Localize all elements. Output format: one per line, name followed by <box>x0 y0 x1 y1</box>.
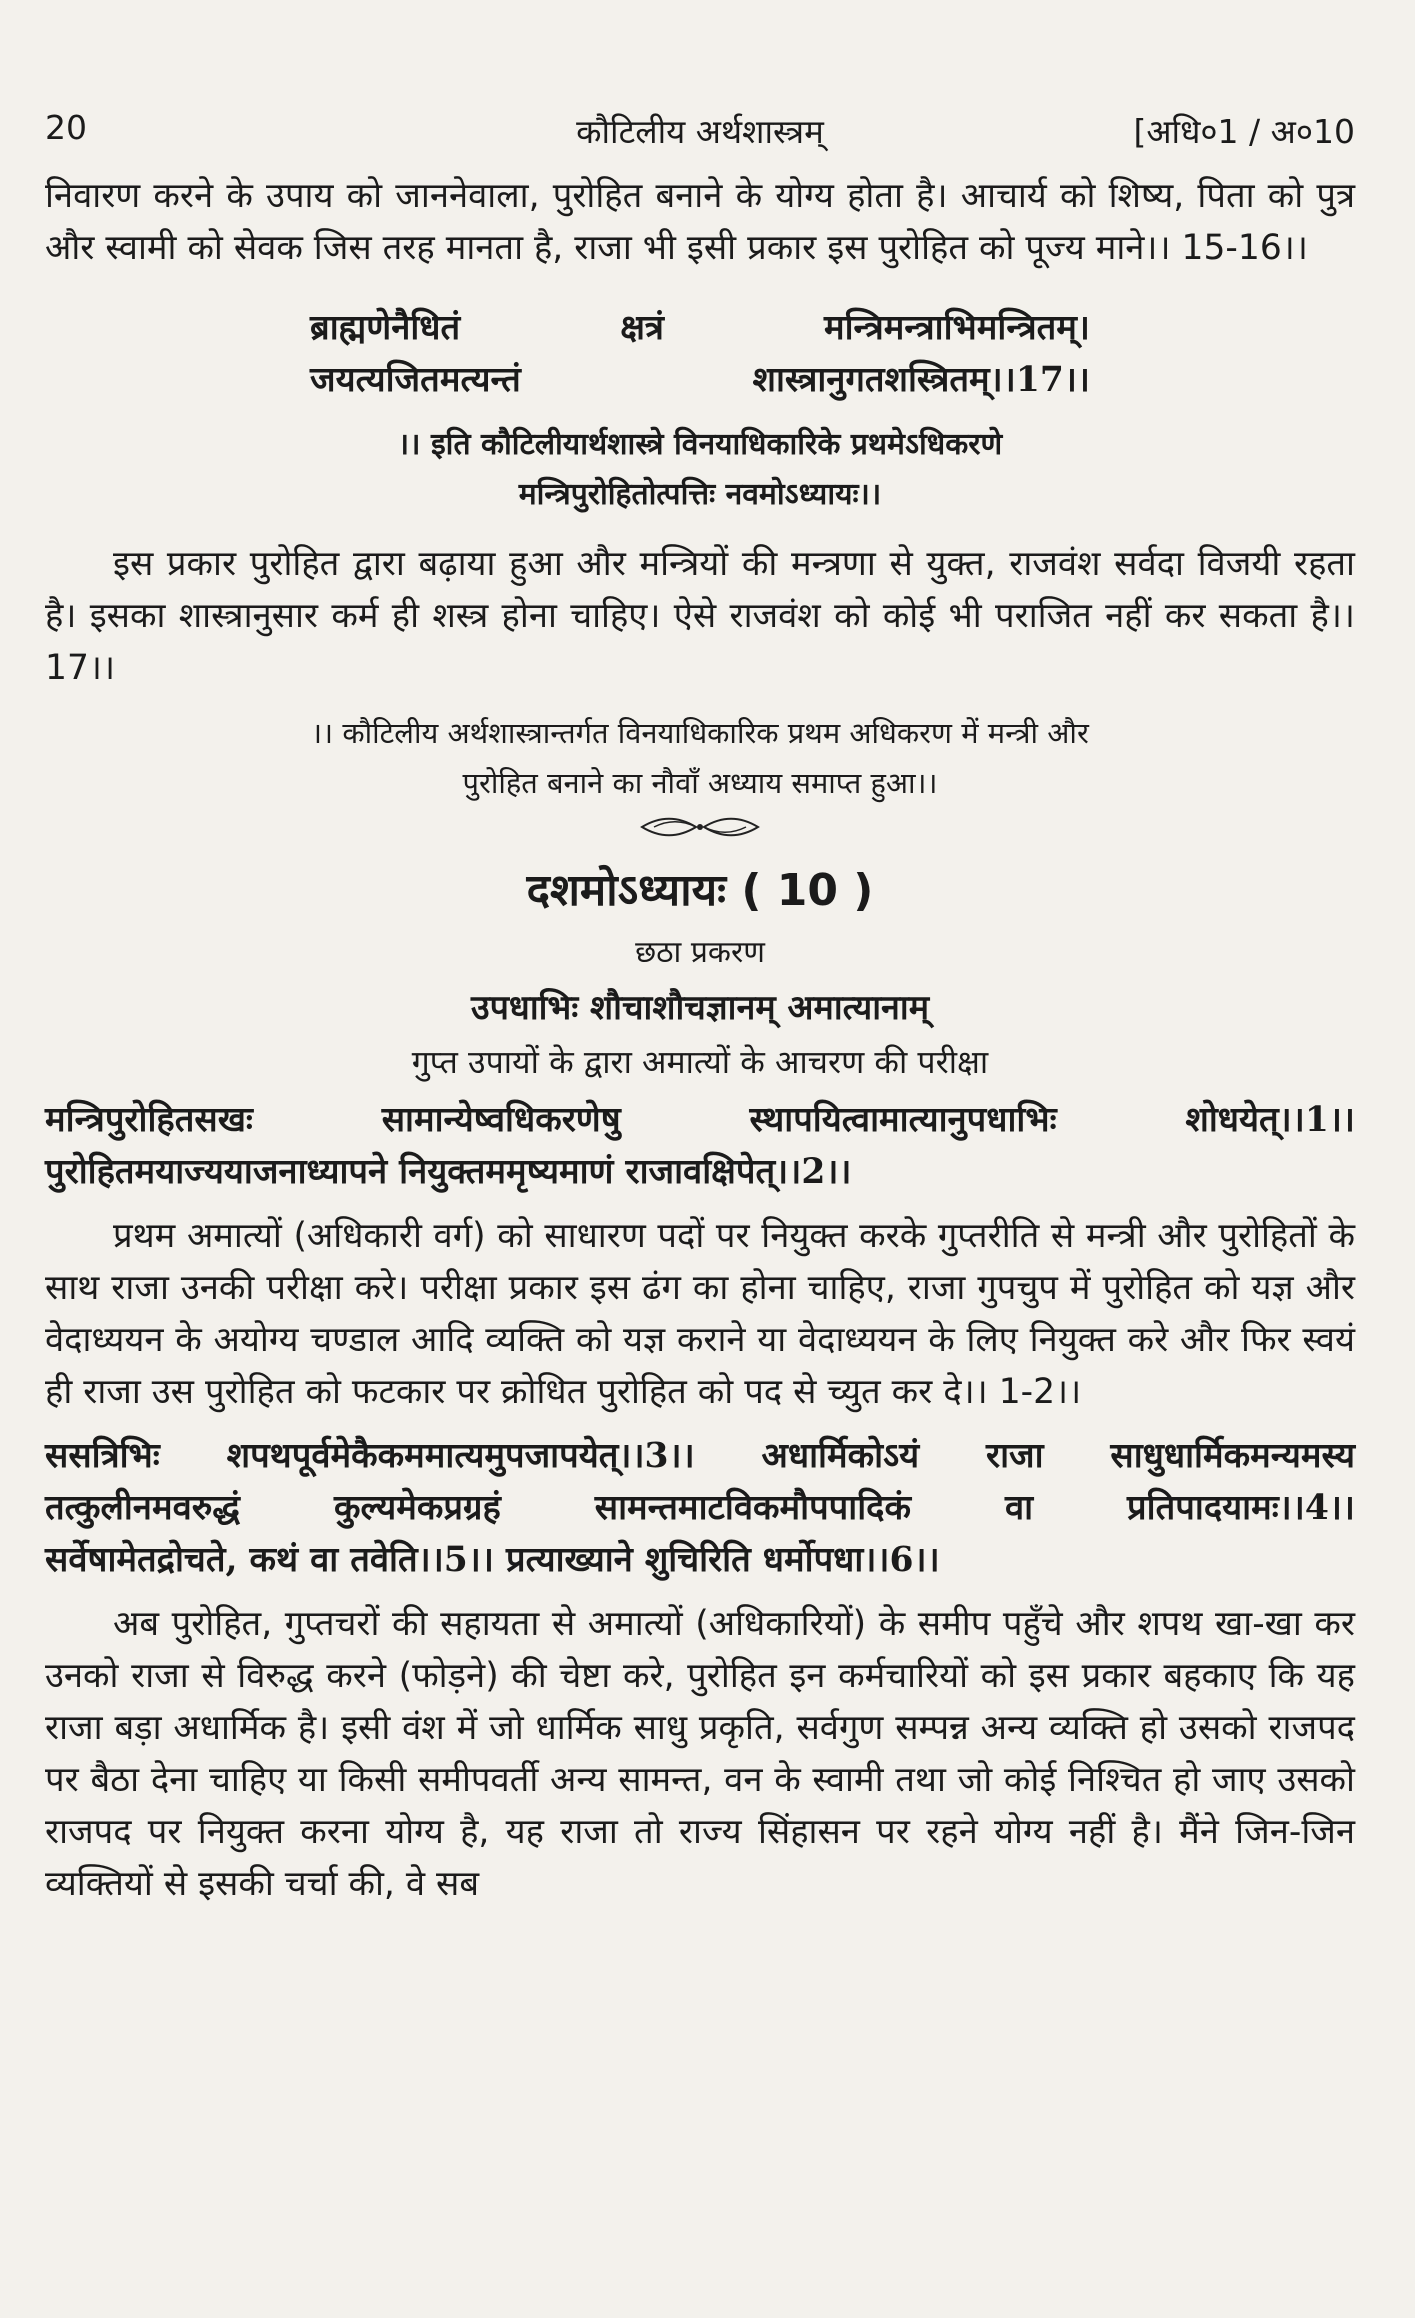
verse-1-2 <box>45 1094 1355 1198</box>
colophon-line: पुरोहित बनाने का नौवाँ अध्याय समाप्त हुआ।। <box>462 766 938 800</box>
verse-3-6 <box>45 1430 1355 1586</box>
verse-line: ससत्रिभिः शपथपूर्वमेकैकममात्यमुपजापयेत्।।3।। अधार्मिकोऽयं राजा साधुधार्मिकमन्यमस्य <box>45 1436 1355 1476</box>
sloka-17 <box>310 302 1090 406</box>
colophon-line: ।। इति कौटिलीयार्थशास्त्रे विनयाधिकारिके प्रथमेऽधिकरणे <box>397 427 1003 462</box>
text-line: माने।। 15-16।। <box>1095 228 1308 268</box>
sloka-word: क्षत्रं <box>620 308 664 348</box>
text-line: विजयी रहता है। इसका शास्त्रानुसार कर्म ही शस्त्र होना चाहिए। ऐसे राजवंश को कोई भी पराजित <box>45 544 1355 636</box>
page-number: 20 <box>45 108 87 147</box>
verse-line: पुरोहितमयाज्ययाजनाध्यापने नियुक्तममृष्यमाणं राजावक्षिपेत्।।2।। <box>45 1152 852 1192</box>
text-line: को पुत्र और स्वामी को सेवक जिस तरह मानता है, राजा भी इसी प्रकार इस पुरोहित को पूज्य <box>45 176 1355 268</box>
subheading-sanskrit: उपधाभिः शौचाशौचज्ञानम् अमात्यानाम् <box>470 988 930 1028</box>
sloka-word: मन्त्रिमन्त्राभिमन्त्रितम्। <box>823 308 1090 348</box>
text-line: के स्वामी तथा जो कोई निश्चित हो जाए उसको राजपद पर नियुक्त करना योग्य है, यह राजा तो <box>45 1760 1355 1852</box>
verse-line: सर्वेषामेतद्रोचते, कथं वा तवेति।।5।। प्रत्याख्याने शुचिरिति धर्मोपधा।।6।। <box>45 1540 940 1580</box>
paragraph-3-6 <box>45 1598 1355 1910</box>
chapter-9-colophon-sanskrit <box>45 420 1355 520</box>
text-line: के लिए नियुक्त करे और फिर स्वयं ही राजा उस पुरोहित को फटकार पर क्रोधित पुरोहित को पद <box>45 1320 1355 1412</box>
text-line: नहीं कर सकता है।। 17।। <box>45 596 1355 688</box>
text-line: पुरोहित को यज्ञ और वेदाध्ययन के अयोग्य चण्डाल आदि व्यक्ति को यज्ञ कराने या वेदाध्ययन <box>45 1268 1355 1360</box>
paragraph-15-16 <box>45 170 1355 274</box>
chapter-9-colophon-hindi <box>45 708 1355 808</box>
text-line: खा-खा कर उनको राजा से विरुद्ध करने (फोड़ने) की चेष्टा करे, पुरोहित इन कर्मचारियों को इस <box>45 1604 1355 1696</box>
text-line: अब पुरोहित, गुप्तचरों की सहायता से अमात्यों (अधिकारियों) के समीप पहुँचे और शपथ <box>113 1604 1216 1644</box>
running-header <box>45 100 1355 170</box>
subheading-hindi: गुप्त उपायों के द्वारा अमात्यों के आचरण की परीक्षा <box>411 1043 989 1081</box>
text-line: पुरोहितों के साथ राजा उनकी परीक्षा करे। परीक्षा प्रकार इस ढंग का होना चाहिए, राजा गुपचुप में <box>45 1216 1355 1308</box>
paragraph-1-2 <box>45 1210 1355 1418</box>
sloka-word: जयत्यजितमत्यन्तं <box>310 360 521 400</box>
colophon-line: मन्त्रिपुरोहितोत्पत्तिः नवमोऽध्यायः।। <box>518 477 882 512</box>
prakaran-label: छठा प्रकरण <box>635 935 765 970</box>
sloka-line <box>310 302 1090 354</box>
text-line: प्रकार बहकाए कि यह राजा बड़ा अधार्मिक है। इसी वंश में जो धार्मिक साधु प्रकृति, सर्वगुण <box>45 1656 1355 1748</box>
colophon-line: ।। कौटिलीय अर्थशास्त्रान्तर्गत विनयाधिकारिक प्रथम अधिकरण में मन्त्री और <box>311 716 1089 750</box>
text-line: राज्य सिंहासन पर रहने योग्य नहीं है। मैंने जिन-जिन व्यक्तियों से इसकी चर्चा की, वे सब <box>45 1812 1355 1904</box>
book-title: कौटिलीय अर्थशास्त्रम् <box>576 112 824 151</box>
section-marker: [अधि०1 / अ०10 <box>1133 112 1355 151</box>
text-line: सम्पन्न अन्य व्यक्ति हो उसको राजपद पर बैठा देना चाहिए या किसी समीपवर्ती अन्य सामन्त, वन <box>45 1708 1356 1800</box>
ornament-divider-icon <box>45 814 1355 840</box>
text-line: इस प्रकार पुरोहित द्वारा बढ़ाया हुआ और मन्त्रियों की मन्त्रणा से युक्त, राजवंश सर्वदा <box>113 544 1198 584</box>
verse-line: मन्त्रिपुरोहितसखः सामान्येष्वधिकरणेषु स्थापयित्वामात्यानुपधाभिः शोधयेत्।।1।। <box>45 1100 1355 1140</box>
text-line: निवारण करने के उपाय को जाननेवाला, पुरोहित बनाने के योग्य होता है। आचार्य को शिष्य, पिता <box>45 176 1268 216</box>
sloka-line <box>310 354 1090 406</box>
text-line: से च्युत कर दे।। 1-2।। <box>793 1372 1082 1412</box>
sloka-word: ब्राह्मणेनैधितं <box>310 308 461 348</box>
text-line: प्रथम अमात्यों (अधिकारी वर्ग) को साधारण पदों पर नियुक्त करके गुप्तरीति से मन्त्री और <box>113 1216 1219 1256</box>
sloka-word: शास्त्रानुगतशस्त्रितम्।।17।। <box>752 360 1090 400</box>
verse-line: तत्कुलीनमवरुद्धं कुल्यमेकप्रग्रहं सामन्तमाटविकमौपपादिकं वा प्रतिपादयामः।।4।। <box>45 1488 1355 1528</box>
chapter-title: दशमोऽध्यायः ( 10 ) <box>526 865 874 916</box>
paragraph-17 <box>45 538 1355 694</box>
